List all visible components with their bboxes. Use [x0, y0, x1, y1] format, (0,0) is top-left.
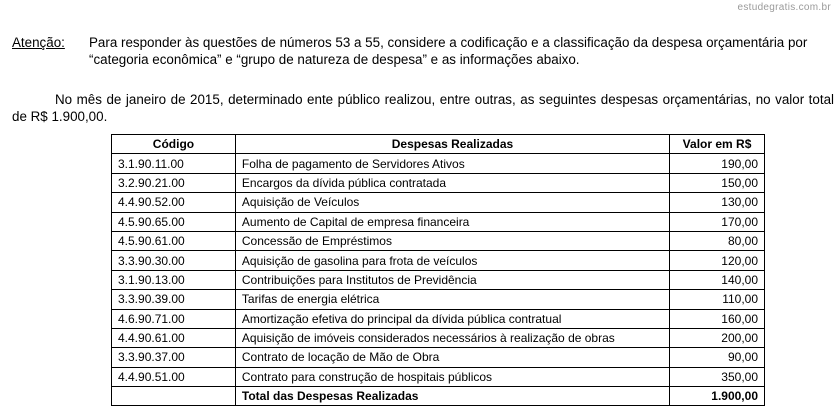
value-cell: 350,00	[670, 367, 765, 386]
table-row	[112, 348, 765, 367]
code-cell: 4.4.90.61.00	[112, 328, 236, 347]
intro-paragraph: No mês de janeiro de 2015, determinado ente público realizou, entre outras, as seguintes despesas orçamentárias, no valor total de R$ 1.900,00.	[12, 92, 834, 124]
description-cell: Aquisição de gasolina para frota de veículos	[235, 251, 669, 270]
total-value: 1.900,00	[670, 387, 765, 406]
value-cell: 120,00	[670, 251, 765, 270]
code-cell: 3.3.90.37.00	[112, 348, 236, 367]
code-cell: 4.5.90.61.00	[112, 231, 236, 250]
description-cell: Aumento de Capital de empresa financeira	[235, 212, 669, 231]
table-header-row	[112, 135, 765, 154]
table-row	[112, 367, 765, 386]
code-cell: 3.3.90.39.00	[112, 290, 236, 309]
attention-label: Atenção:	[12, 35, 65, 50]
header-code: Código	[112, 135, 236, 154]
code-cell: 3.1.90.11.00	[112, 154, 236, 173]
description-cell: Contrato de locação de Mão de Obra	[235, 348, 669, 367]
code-cell: 3.3.90.30.00	[112, 251, 236, 270]
attention-text: Para responder às questões de números 53 a 55, considere a codificação e a classificação da despesa orçamentária por “categoria econômica” e “grupo de natureza de despesa” e as informações abaixo.	[89, 35, 808, 67]
description-cell: Concessão de Empréstimos	[235, 231, 669, 250]
value-cell: 170,00	[670, 212, 765, 231]
description-cell: Tarifas de energia elétrica	[235, 290, 669, 309]
table-row	[112, 309, 765, 328]
value-cell: 160,00	[670, 309, 765, 328]
value-cell: 140,00	[670, 270, 765, 289]
value-cell: 110,00	[670, 290, 765, 309]
value-cell: 150,00	[670, 173, 765, 192]
description-cell: Amortização efetiva do principal da dívida pública contratual	[235, 309, 669, 328]
watermark: estudegratis.com.br	[737, 2, 831, 13]
description-cell: Aquisição de Veículos	[235, 193, 669, 212]
code-cell: 4.5.90.65.00	[112, 212, 236, 231]
header-description: Despesas Realizadas	[235, 135, 669, 154]
expenses-table	[111, 134, 765, 406]
table-row	[112, 231, 765, 250]
table-row	[112, 328, 765, 347]
value-cell: 200,00	[670, 328, 765, 347]
value-cell: 80,00	[670, 231, 765, 250]
code-cell: 4.6.90.71.00	[112, 309, 236, 328]
value-cell: 130,00	[670, 193, 765, 212]
attention-note	[12, 34, 832, 68]
description-cell: Folha de pagamento de Servidores Ativos	[235, 154, 669, 173]
value-cell: 90,00	[670, 348, 765, 367]
total-row	[112, 387, 765, 406]
table-row	[112, 290, 765, 309]
code-cell: 4.4.90.51.00	[112, 367, 236, 386]
description-cell: Contribuições para Institutos de Previdência	[235, 270, 669, 289]
table-row	[112, 270, 765, 289]
code-cell: 3.1.90.13.00	[112, 270, 236, 289]
description-cell: Encargos da dívida pública contratada	[235, 173, 669, 192]
header-value: Valor em R$	[670, 135, 765, 154]
total-empty-cell	[112, 387, 236, 406]
table-row	[112, 193, 765, 212]
table-row	[112, 251, 765, 270]
table-row	[112, 154, 765, 173]
code-cell: 3.2.90.21.00	[112, 173, 236, 192]
description-cell: Aquisição de imóveis considerados necessários à realização de obras	[235, 328, 669, 347]
table-row	[112, 212, 765, 231]
table-row	[112, 173, 765, 192]
code-cell: 4.4.90.52.00	[112, 193, 236, 212]
total-label: Total das Despesas Realizadas	[235, 387, 669, 406]
description-cell: Contrato para construção de hospitais públicos	[235, 367, 669, 386]
value-cell: 190,00	[670, 154, 765, 173]
